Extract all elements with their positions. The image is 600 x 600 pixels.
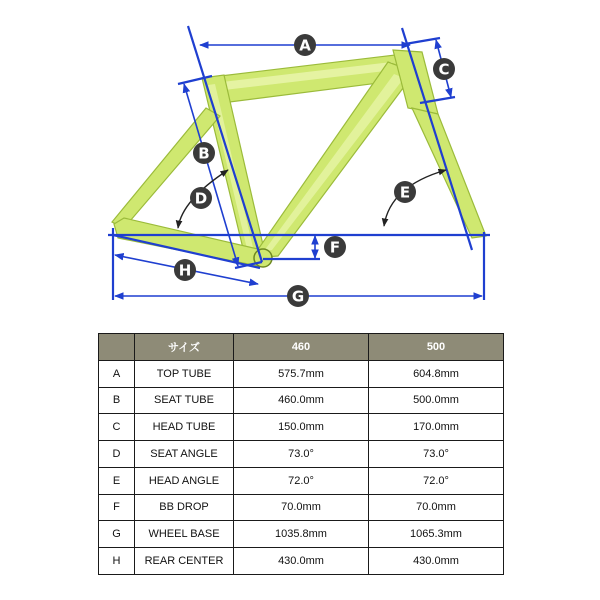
label-c: C xyxy=(438,60,450,79)
label-e-badge xyxy=(394,181,416,203)
seat-stay xyxy=(112,108,220,228)
label-f: F xyxy=(329,238,341,257)
row-name: TOP TUBE xyxy=(135,360,234,387)
label-h-badge xyxy=(174,259,196,281)
row-value-500: 500.0mm xyxy=(369,387,504,414)
row-key: A xyxy=(99,360,135,387)
row-value-460: 1035.8mm xyxy=(234,521,369,548)
row-value-460: 73.0° xyxy=(234,441,369,468)
label-a-badge xyxy=(294,34,316,56)
label-d: D xyxy=(194,189,208,208)
header-key-cell xyxy=(99,334,135,361)
row-name: WHEEL BASE xyxy=(135,521,234,548)
label-b-badge xyxy=(193,142,215,164)
label-b: B xyxy=(198,144,210,163)
header-size-cell: サイズ xyxy=(135,334,234,361)
row-value-500: 430.0mm xyxy=(369,548,504,575)
label-g: G xyxy=(291,287,305,306)
row-value-460: 575.7mm xyxy=(234,360,369,387)
row-key: B xyxy=(99,387,135,414)
table-header-row xyxy=(99,334,504,361)
row-key: F xyxy=(99,494,135,521)
label-c-badge xyxy=(433,58,455,80)
table-row xyxy=(99,494,504,521)
c-bracket-top xyxy=(405,38,440,44)
dim-e-arc xyxy=(384,170,446,226)
label-d-badge xyxy=(190,187,212,209)
row-value-460: 150.0mm xyxy=(234,414,369,441)
label-g-badge xyxy=(287,285,309,307)
row-value-500: 170.0mm xyxy=(369,414,504,441)
row-value-460: 70.0mm xyxy=(234,494,369,521)
row-value-500: 70.0mm xyxy=(369,494,504,521)
label-a: A xyxy=(299,36,311,55)
row-value-460: 460.0mm xyxy=(234,387,369,414)
geometry-spec-table xyxy=(98,333,504,575)
row-value-460: 72.0° xyxy=(234,467,369,494)
row-name: SEAT TUBE xyxy=(135,387,234,414)
header-460-cell: 460 xyxy=(234,334,369,361)
table-row xyxy=(99,521,504,548)
table-row xyxy=(99,467,504,494)
row-name: SEAT ANGLE xyxy=(135,441,234,468)
row-name: HEAD ANGLE xyxy=(135,467,234,494)
label-h: H xyxy=(178,261,192,280)
header-500-cell: 500 xyxy=(369,334,504,361)
row-value-500: 604.8mm xyxy=(369,360,504,387)
fork xyxy=(412,108,486,238)
table-row xyxy=(99,548,504,575)
row-key: G xyxy=(99,521,135,548)
row-key: H xyxy=(99,548,135,575)
label-f-badge xyxy=(324,236,346,258)
table-row xyxy=(99,441,504,468)
row-name: BB DROP xyxy=(135,494,234,521)
row-value-500: 1065.3mm xyxy=(369,521,504,548)
row-value-460: 430.0mm xyxy=(234,548,369,575)
table-row xyxy=(99,414,504,441)
table-row xyxy=(99,387,504,414)
label-e: E xyxy=(399,183,411,202)
row-key: C xyxy=(99,414,135,441)
table-row xyxy=(99,360,504,387)
row-value-500: 73.0° xyxy=(369,441,504,468)
row-name: HEAD TUBE xyxy=(135,414,234,441)
row-name: REAR CENTER xyxy=(135,548,234,575)
row-key: D xyxy=(99,441,135,468)
row-key: E xyxy=(99,467,135,494)
row-value-500: 72.0° xyxy=(369,467,504,494)
